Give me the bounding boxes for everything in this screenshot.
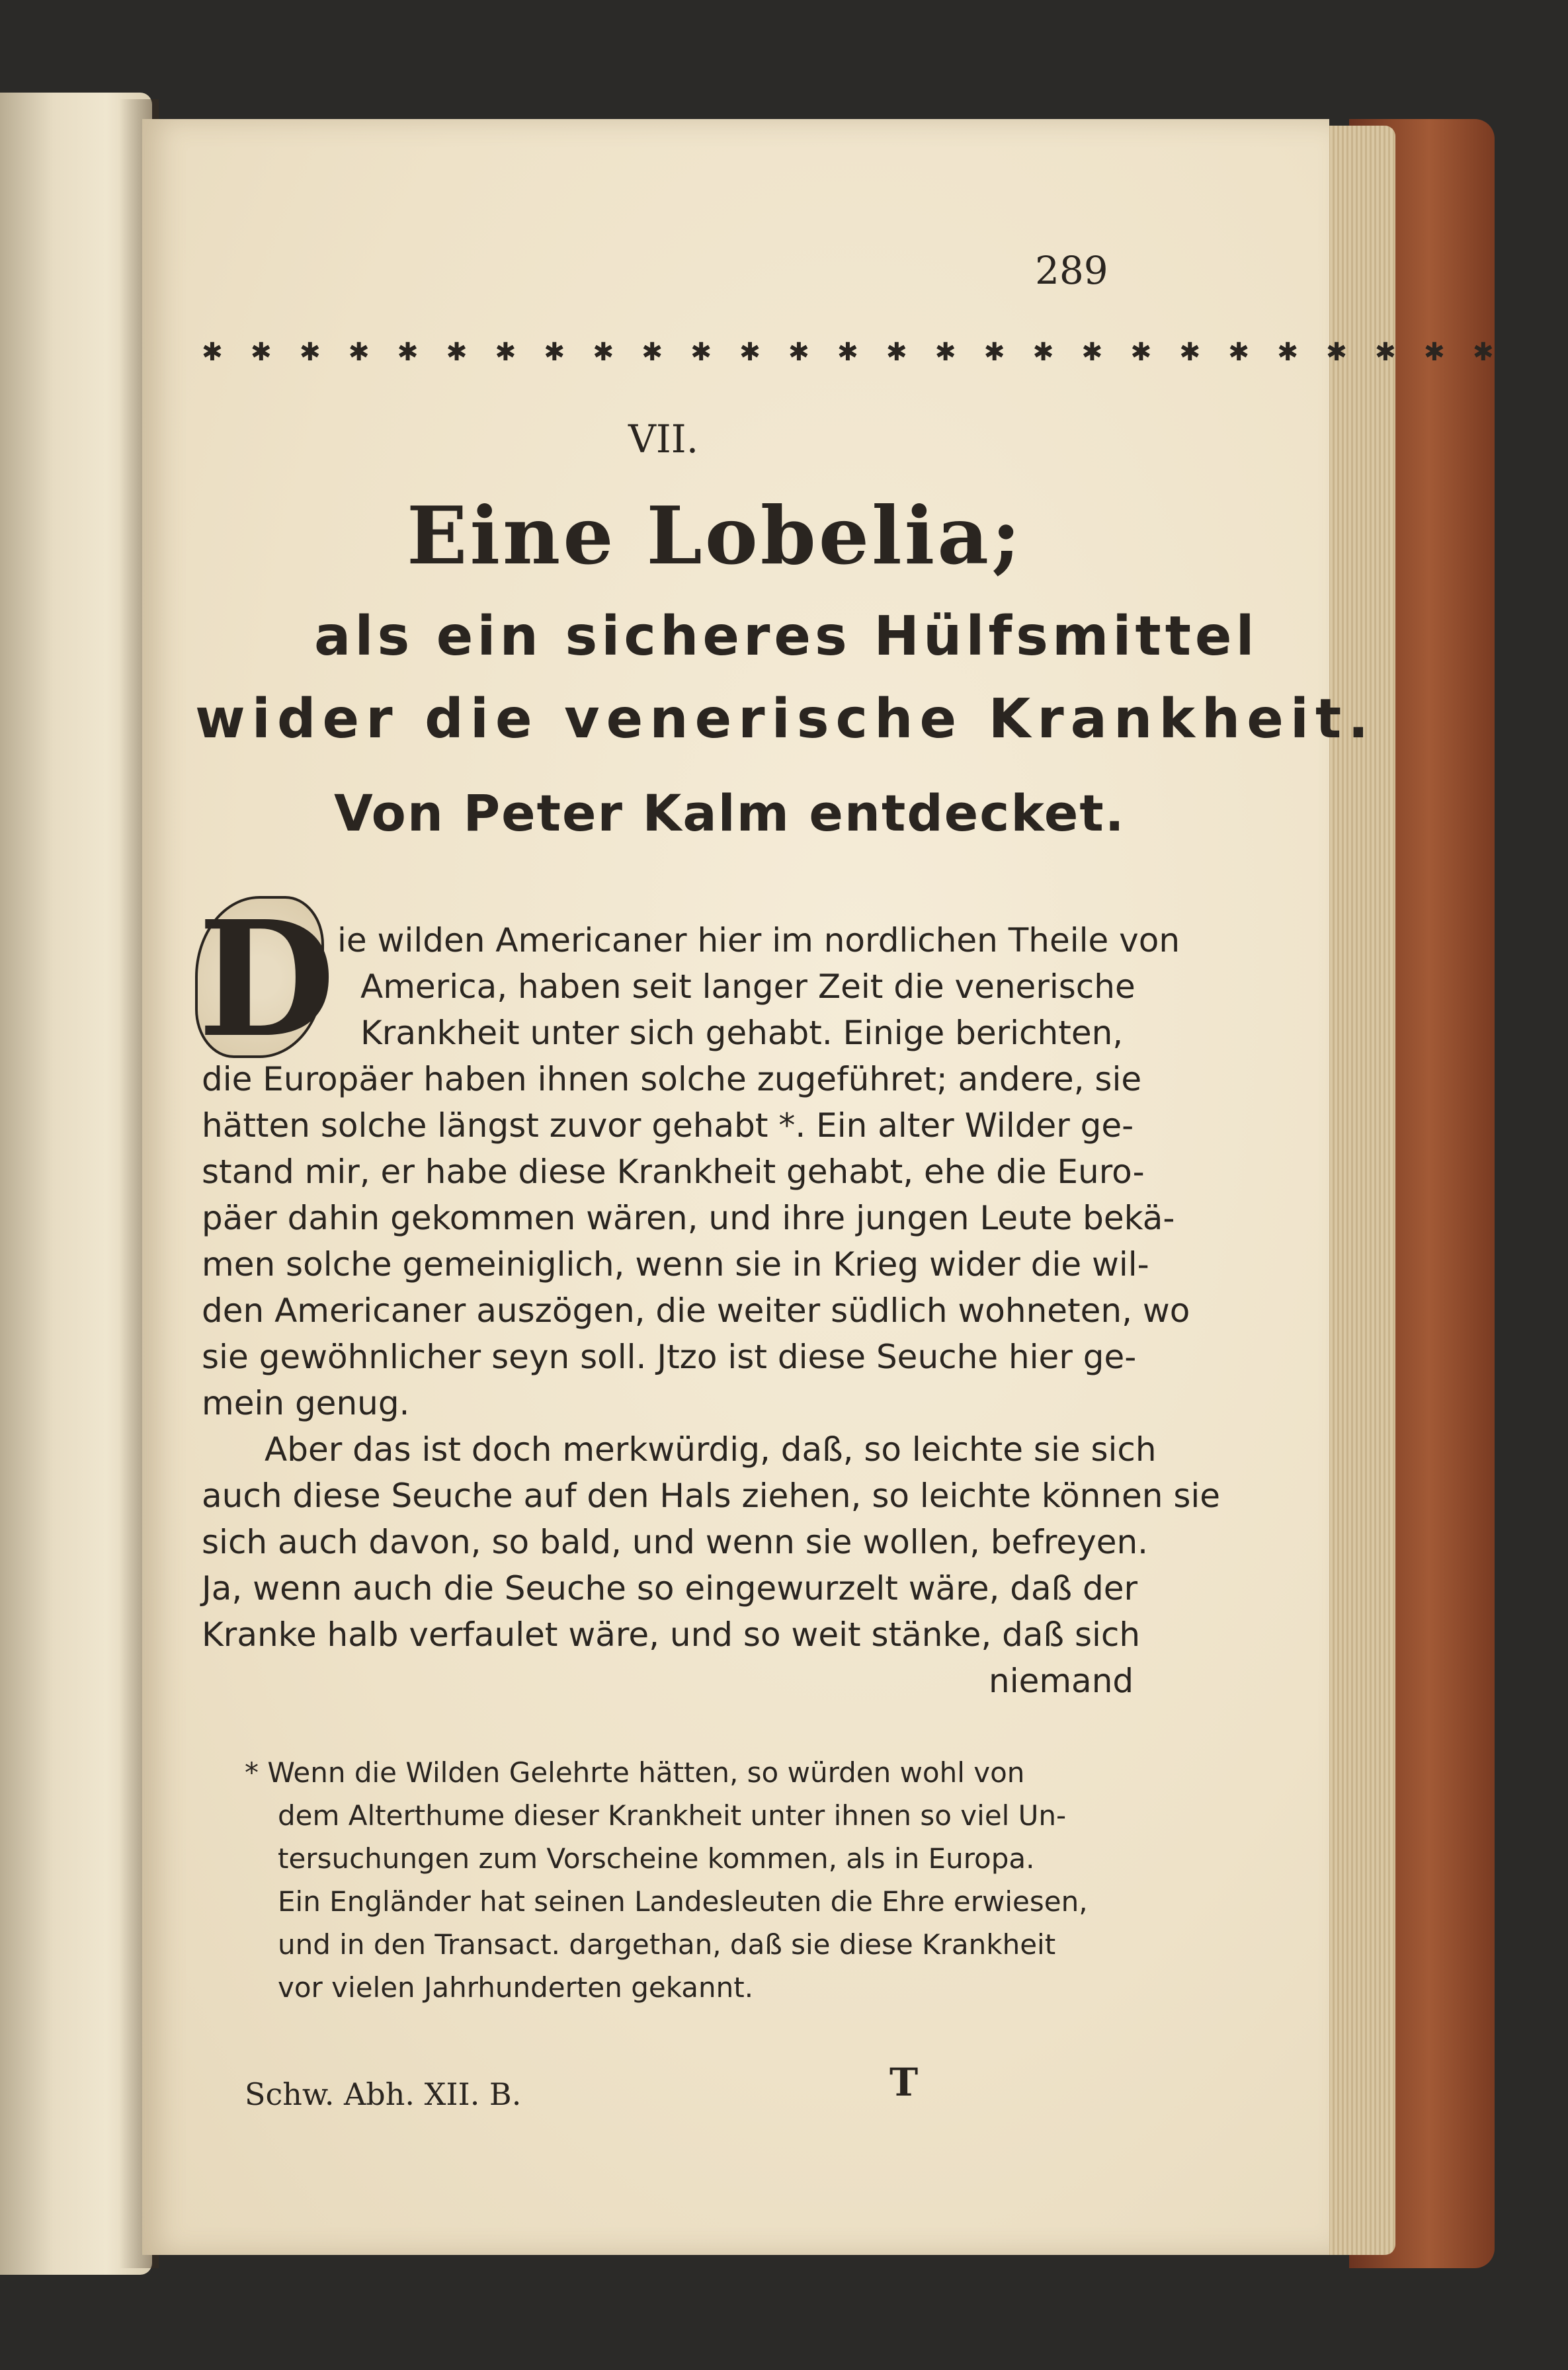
chapter-number: VII. xyxy=(628,417,699,462)
body-line: stand mir, er habe diese Krankheit gehabt, ehe die Euro- xyxy=(202,1153,1145,1191)
body-line: hätten solche längst zuvor gehabt *. Ein alter Wilder ge- xyxy=(202,1106,1134,1145)
title-line-3: wider die venerische Krankheit. xyxy=(195,688,1376,751)
body-line: sie gewöhnlicher seyn soll. Jtzo ist diese Seuche hier ge- xyxy=(202,1338,1137,1376)
body-line: sich auch davon, so bald, und wenn sie wollen, befreyen. xyxy=(202,1523,1149,1561)
footnote-line: Ein Engländer hat seinen Landesleuten die Ehre erwiesen, xyxy=(278,1885,1088,1918)
body-line: Krankheit unter sich gehabt. Einige berichten, xyxy=(360,1014,1124,1052)
body-line: päer dahin gekommen wären, und ihre jungen Leute bekä- xyxy=(202,1199,1175,1237)
title-line-2: als ein sicheres Hülfsmittel xyxy=(314,605,1259,668)
decorative-dropcap: D xyxy=(195,896,324,1058)
footnote-line: dem Alterthume dieser Krankheit unter ihnen so viel Un- xyxy=(278,1799,1067,1832)
body-line: men solche gemeiniglich, wenn sie in Krieg wider die wil- xyxy=(202,1245,1149,1284)
star-divider: ✱ ✱ ✱ ✱ ✱ ✱ ✱ ✱ ✱ ✱ ✱ ✱ ✱ ✱ ✱ ✱ ✱ ✱ ✱ ✱ ✱ ✱ ✱ ✱ ✱ ✱ ✱ xyxy=(202,337,1504,366)
body-line: die Europäer haben ihnen solche zugeführet; andere, sie xyxy=(202,1060,1142,1098)
book-page xyxy=(142,119,1504,2255)
footnote-line: vor vielen Jahrhunderten gekannt. xyxy=(278,1971,754,2004)
body-line: ie wilden Americaner hier im nordlichen Theile von xyxy=(337,921,1180,960)
body-line: America, haben seit langer Zeit die venerische xyxy=(360,967,1135,1006)
catchword: niemand xyxy=(989,1662,1134,1700)
page-number: 289 xyxy=(1035,248,1108,293)
body-line: mein genug. xyxy=(202,1384,410,1422)
footnote-line: und in den Transact. dargethan, daß sie diese Krankheit xyxy=(278,1928,1056,1961)
body-line: Kranke halb verfaulet wäre, und so weit stänke, daß sich xyxy=(202,1615,1141,1654)
footnote-line: * Wenn die Wilden Gelehrte hätten, so würden wohl von xyxy=(245,1756,1025,1789)
body-line: Aber das ist doch merkwürdig, daß, so leichte sie sich xyxy=(265,1430,1157,1469)
footnote-line: tersuchungen zum Vorscheine kommen, als in Europa. xyxy=(278,1842,1035,1875)
title-line-1: Eine Lobelia; xyxy=(407,489,1024,583)
author-line: Von Peter Kalm entdecket. xyxy=(334,784,1126,842)
body-line: auch diese Seuche auf den Hals ziehen, so leichte können sie xyxy=(202,1477,1221,1515)
signature-line: Schw. Abh. XII. B. xyxy=(245,2076,522,2112)
body-line: Ja, wenn auch die Seuche so eingewurzelt wäre, daß der xyxy=(202,1569,1138,1608)
body-line: den Americaner auszögen, die weiter südlich wohneten, wo xyxy=(202,1291,1190,1330)
signature-mark: T xyxy=(889,2060,919,2105)
